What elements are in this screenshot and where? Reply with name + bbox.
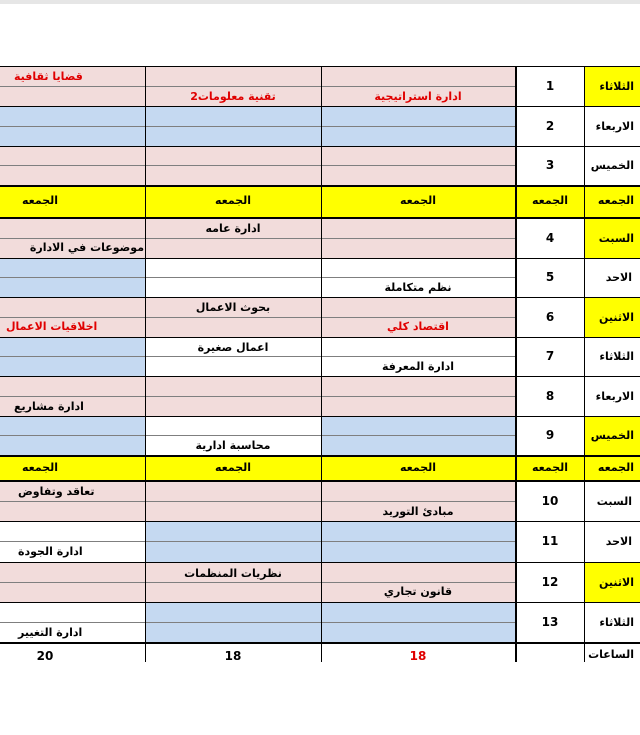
course-name: نظم متكاملة (384, 281, 452, 294)
course-name: ادارة مشاريع (14, 400, 84, 413)
sub-line (0, 86, 515, 87)
course-name: موضوعات في الادارة (29, 241, 144, 254)
grid-line (0, 455, 640, 457)
hours-value: 20 (36, 649, 54, 663)
course-name: محاسبة ادارية (195, 439, 271, 452)
sub-line (0, 356, 515, 357)
sub-line (0, 126, 515, 127)
day-label: الاثنين (599, 311, 634, 324)
row-number: 10 (541, 494, 559, 508)
day-label: الخميس (590, 429, 634, 442)
grid-line (0, 480, 640, 482)
grid-line (0, 258, 640, 259)
course-name: مبادئ التوريد (382, 505, 454, 518)
grid-line (0, 66, 640, 67)
course-name: الجمعه (399, 194, 437, 207)
course-name: الجمعه (399, 461, 437, 474)
grid-line (0, 602, 640, 603)
course-name: الجمعه (214, 461, 252, 474)
grid-line (145, 66, 146, 662)
course-name: نظريات المنظمات (184, 567, 282, 580)
grid-line (0, 106, 640, 107)
grid-line (0, 337, 640, 338)
course-name: الجمعه (214, 194, 252, 207)
row-number: 11 (541, 534, 559, 548)
row-number: الجمعه (531, 461, 569, 474)
day-label: الثلاثاء (599, 80, 634, 93)
course-name: ادارة التغيير (18, 626, 83, 639)
grid-line (0, 376, 640, 377)
sub-line (0, 165, 515, 166)
day-label: الثلاثاء (599, 350, 634, 363)
course-name: قضايا ثقافية (14, 70, 83, 83)
row-number: 7 (545, 349, 555, 363)
row-number: 12 (541, 575, 559, 589)
sub-line (0, 541, 515, 542)
grid-line (0, 521, 640, 522)
grid-line (584, 66, 585, 662)
grid-line (0, 642, 640, 644)
course-name: تقنية معلومات2 (190, 90, 276, 103)
row-number: الجمعه (531, 194, 569, 207)
row-number: 13 (541, 615, 559, 629)
course-name: الجمعه (21, 194, 59, 207)
sub-line (0, 238, 515, 239)
grid-line (0, 297, 640, 298)
grid-line (0, 146, 640, 147)
course-name: بحوث الاعمال (195, 301, 271, 314)
row-number: 3 (545, 158, 555, 172)
sub-line (0, 435, 515, 436)
day-label: الخميس (590, 159, 634, 172)
course-name: اعمال صغيرة (197, 341, 269, 354)
day-label: السبت (598, 232, 634, 245)
hours-label: الساعات (588, 648, 634, 661)
course-name: ادارة الجودة (18, 545, 83, 558)
row-number: 5 (545, 270, 555, 284)
hours-value: 18 (224, 649, 242, 663)
course-name: قانون تجاري (383, 585, 453, 598)
course-name: ادارة المعرفة (381, 360, 455, 373)
day-label: الاربعاء (595, 120, 634, 133)
course-name: تعاقد وتفاوض (18, 485, 95, 498)
row-number: 1 (545, 79, 555, 93)
hours-value: 18 (409, 649, 427, 663)
sub-line (0, 317, 515, 318)
course-name: ادارة استراتيجية (374, 90, 462, 103)
sub-line (0, 622, 515, 623)
row-number: 9 (545, 428, 555, 442)
day-label: الثلاثاء (599, 616, 634, 629)
row-number: 2 (545, 119, 555, 133)
grid-line (515, 66, 517, 662)
day-label: الجمعه (597, 461, 634, 474)
sub-line (0, 396, 515, 397)
day-label: الجمعه (597, 194, 634, 207)
sub-line (0, 277, 515, 278)
day-label: الاحد (605, 271, 632, 284)
course-name: الجمعه (21, 461, 59, 474)
row-number: 6 (545, 310, 555, 324)
course-name: اخلاقيات الاعمال (6, 320, 98, 333)
course-name: اقتصاد كلي (387, 320, 449, 333)
grid-line (321, 66, 322, 662)
day-label: الاربعاء (595, 390, 634, 403)
sub-line (0, 582, 515, 583)
day-label: الاثنين (599, 576, 634, 589)
row-number: 8 (545, 389, 555, 403)
grid-line (0, 185, 640, 187)
day-label: السبت (596, 495, 632, 508)
grid-line (0, 562, 640, 563)
day-label: الاحد (605, 535, 632, 548)
grid-line (0, 416, 640, 417)
row-number: 4 (545, 231, 555, 245)
sub-line (0, 501, 515, 502)
grid-line (0, 217, 640, 219)
course-name: ادارة عامه (205, 222, 261, 235)
